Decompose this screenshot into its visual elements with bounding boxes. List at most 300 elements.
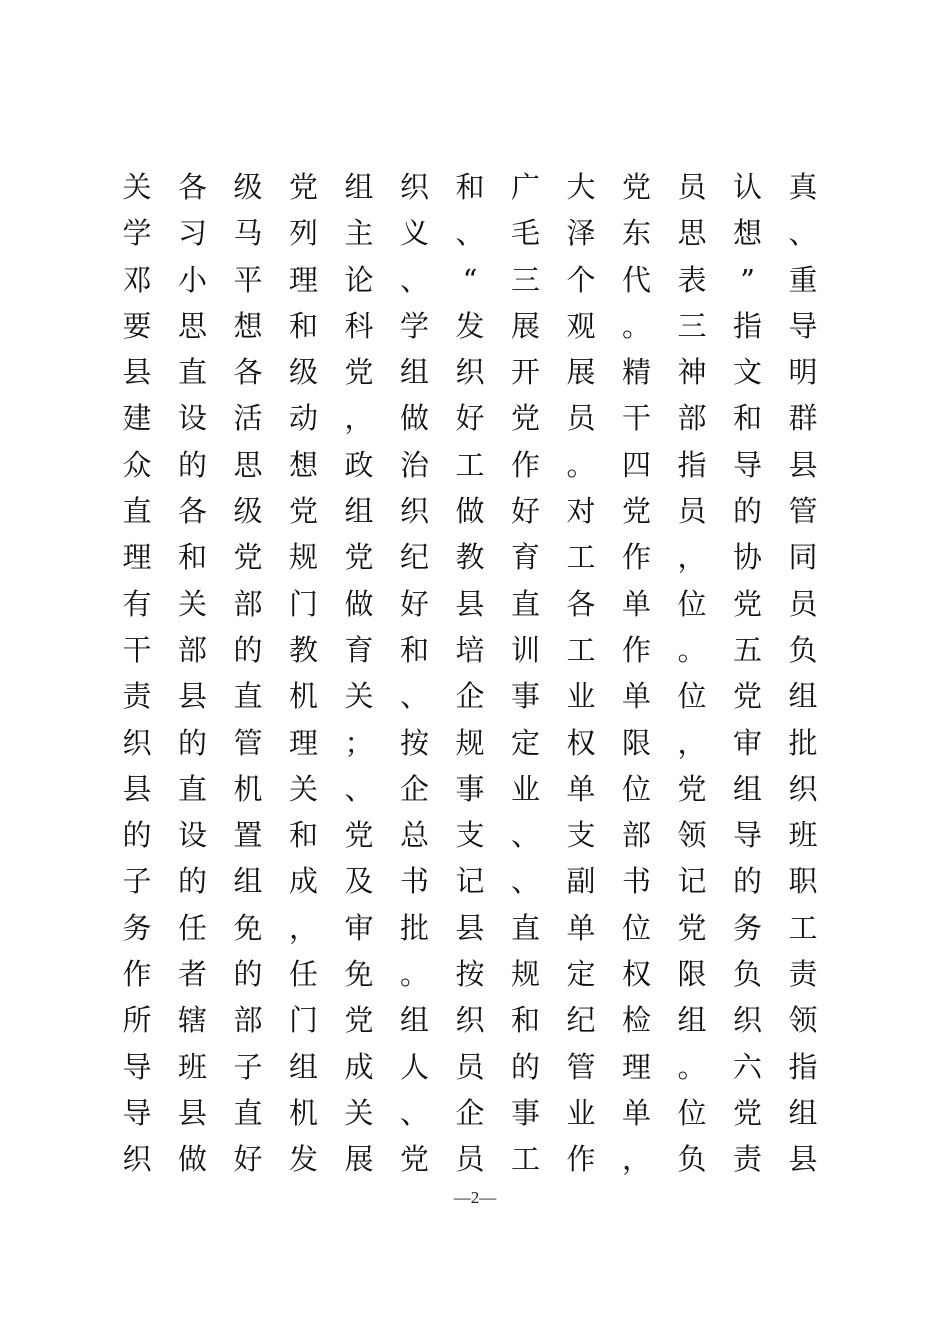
text-line: [110, 997, 830, 1043]
text-char: 事: [510, 679, 540, 714]
text-char: 泽: [566, 216, 596, 251]
text-char: 成: [288, 864, 318, 899]
text-char: 任: [288, 957, 318, 992]
text-char: 做: [399, 401, 429, 436]
text-char: 员: [677, 494, 707, 529]
text-char: 党: [344, 818, 374, 853]
text-char: ，: [677, 725, 707, 760]
text-char: 组: [732, 771, 762, 806]
text-char: 机: [233, 771, 263, 806]
text-char: 领: [677, 818, 707, 853]
text-char: 想: [233, 308, 263, 343]
text-char: 作: [621, 540, 651, 575]
text-char: 党: [344, 355, 374, 390]
text-char: 理: [621, 1049, 651, 1084]
text-char: 的: [177, 447, 207, 482]
text-char: 负: [677, 1142, 707, 1177]
text-char: 党: [288, 170, 318, 204]
text-char: 设: [177, 401, 207, 436]
text-char: 部: [177, 632, 207, 667]
text-char: 企: [455, 1095, 485, 1130]
text-char: 位: [677, 679, 707, 714]
text-char: 机: [288, 1095, 318, 1130]
text-char: 发: [455, 308, 485, 343]
text-char: 业: [510, 771, 540, 806]
text-char: 的: [510, 1049, 540, 1084]
text-line: [110, 257, 830, 303]
text-char: 责: [788, 957, 818, 992]
text-char: 关: [344, 679, 374, 714]
text-char: 责: [122, 679, 152, 714]
text-char: ，: [288, 910, 318, 945]
text-char: 开: [510, 355, 540, 390]
text-char: 织: [122, 1142, 152, 1177]
text-char: 直: [233, 1095, 263, 1130]
text-char: 批: [788, 725, 818, 760]
text-char: 治: [399, 447, 429, 482]
text-char: 党: [344, 1003, 374, 1038]
text-char: 设: [177, 818, 207, 853]
text-char: 作: [122, 957, 152, 992]
text-char: 按: [455, 957, 485, 992]
text-line: [110, 951, 830, 997]
text-char: 织: [455, 355, 485, 390]
text-char: 关: [344, 1095, 374, 1130]
text-char: 组: [788, 1095, 818, 1130]
text-char: 和: [399, 632, 429, 667]
text-char: 和: [288, 818, 318, 853]
text-char: 、: [399, 262, 429, 297]
text-char: 支: [566, 818, 596, 853]
text-char: 主: [344, 216, 374, 251]
text-char: ”: [740, 262, 755, 297]
text-char: 领: [788, 1003, 818, 1038]
text-char: 理: [288, 262, 318, 297]
text-char: 导: [732, 447, 762, 482]
text-char: 业: [566, 679, 596, 714]
text-char: 免: [233, 910, 263, 945]
text-char: 组: [399, 355, 429, 390]
text-char: 毛: [510, 216, 540, 251]
text-char: 导: [788, 308, 818, 343]
text-char: 单: [621, 1095, 651, 1130]
text-char: 学: [122, 216, 152, 251]
text-char: 位: [677, 1095, 707, 1130]
text-char: 级: [288, 355, 318, 390]
text-char: 导: [122, 1049, 152, 1084]
text-char: 机: [288, 679, 318, 714]
text-char: 单: [566, 771, 596, 806]
text-char: 。: [677, 632, 707, 667]
text-char: 真: [788, 170, 818, 204]
text-char: 科: [344, 308, 374, 343]
text-line: [110, 766, 830, 812]
text-char: ，: [344, 401, 374, 436]
text-line: [110, 812, 830, 858]
text-char: 位: [677, 586, 707, 621]
text-char: 织: [732, 1003, 762, 1038]
text-char: 纪: [566, 1003, 596, 1038]
text-char: 展: [566, 355, 596, 390]
text-char: 组: [233, 864, 263, 899]
text-char: 教: [288, 632, 318, 667]
text-line: [110, 720, 830, 766]
text-char: 干: [122, 632, 152, 667]
text-char: 有: [122, 586, 152, 621]
text-char: 限: [621, 725, 651, 760]
text-char: 部: [677, 401, 707, 436]
text-char: 群: [788, 401, 818, 436]
text-char: 限: [677, 957, 707, 992]
text-char: 副: [566, 864, 596, 899]
text-char: ，: [621, 1142, 651, 1177]
text-char: 组: [288, 1049, 318, 1084]
text-line: [110, 858, 830, 904]
text-char: 务: [122, 910, 152, 945]
text-char: 组: [788, 679, 818, 714]
text-char: 培: [455, 632, 485, 667]
text-char: 定: [510, 725, 540, 760]
text-char: 训: [510, 632, 540, 667]
text-char: 部: [621, 818, 651, 853]
text-char: 、: [399, 1095, 429, 1130]
text-char: 直: [122, 494, 152, 529]
text-char: 导: [732, 818, 762, 853]
text-char: 工: [566, 540, 596, 575]
text-char: 免: [344, 957, 374, 992]
text-char: 位: [621, 910, 651, 945]
text-char: 指: [677, 447, 707, 482]
text-char: 思: [233, 447, 263, 482]
text-char: 及: [344, 864, 374, 899]
text-char: 五: [732, 632, 762, 667]
body-text: [110, 164, 830, 1183]
text-char: 员: [455, 1142, 485, 1177]
text-char: 想: [732, 216, 762, 251]
text-char: 众: [122, 447, 152, 482]
text-char: 子: [122, 864, 152, 899]
text-char: 要: [122, 308, 152, 343]
text-char: 责: [732, 1142, 762, 1177]
text-char: 平: [233, 262, 263, 297]
text-line: [110, 1044, 830, 1090]
text-char: 织: [122, 725, 152, 760]
text-char: 子: [233, 1049, 263, 1084]
text-char: 门: [288, 1003, 318, 1038]
text-char: 党: [288, 494, 318, 529]
text-char: 对: [566, 494, 596, 529]
text-char: 各: [566, 586, 596, 621]
text-char: 位: [621, 771, 651, 806]
text-char: 直: [177, 355, 207, 390]
text-char: 认: [732, 170, 762, 204]
text-char: 。: [621, 308, 651, 343]
text-char: 思: [677, 216, 707, 251]
text-char: 单: [621, 679, 651, 714]
text-char: 管: [233, 725, 263, 760]
text-char: 展: [344, 1142, 374, 1177]
text-char: 的: [233, 957, 263, 992]
text-char: 发: [288, 1142, 318, 1177]
text-char: 直: [177, 771, 207, 806]
text-char: 组: [344, 170, 374, 204]
text-char: 动: [288, 401, 318, 436]
text-char: 织: [399, 170, 429, 204]
text-char: 代: [621, 262, 651, 297]
text-char: 置: [233, 818, 263, 853]
text-char: 思: [177, 308, 207, 343]
text-char: 的: [233, 632, 263, 667]
text-char: 辖: [177, 1003, 207, 1038]
text-char: 定: [566, 957, 596, 992]
text-char: 关: [177, 586, 207, 621]
text-char: 和: [288, 308, 318, 343]
text-char: 明: [788, 355, 818, 390]
text-line: [110, 442, 830, 488]
text-char: 级: [233, 170, 263, 204]
text-char: 精: [621, 355, 651, 390]
text-char: 党: [510, 401, 540, 436]
text-char: 。: [566, 447, 596, 482]
text-char: 权: [566, 725, 596, 760]
text-char: 。: [677, 1049, 707, 1084]
text-char: “: [462, 262, 478, 297]
text-char: 和: [510, 1003, 540, 1038]
text-char: 四: [621, 447, 651, 482]
text-char: 纪: [399, 540, 429, 575]
text-char: 。: [399, 957, 429, 992]
text-char: 员: [677, 170, 707, 204]
text-char: 各: [233, 355, 263, 390]
text-char: 务: [732, 910, 762, 945]
text-char: 企: [455, 679, 485, 714]
text-char: 育: [510, 540, 540, 575]
text-char: 县: [177, 679, 207, 714]
text-char: 作: [510, 447, 540, 482]
text-char: 各: [177, 494, 207, 529]
text-char: 作: [566, 1142, 596, 1177]
text-char: 党: [732, 586, 762, 621]
text-char: 书: [621, 864, 651, 899]
text-char: 政: [344, 447, 374, 482]
text-char: 的: [177, 864, 207, 899]
text-char: ；: [344, 725, 374, 760]
text-char: 指: [732, 308, 762, 343]
text-char: 的: [732, 864, 762, 899]
text-char: 业: [566, 1095, 596, 1130]
text-char: 县: [177, 1095, 207, 1130]
text-char: 支: [455, 818, 485, 853]
text-line: [110, 581, 830, 627]
text-char: 员: [566, 401, 596, 436]
text-char: 三: [677, 308, 707, 343]
text-char: 员: [788, 586, 818, 621]
text-char: 广: [510, 170, 540, 204]
text-char: 文: [732, 355, 762, 390]
text-char: 个: [566, 262, 596, 297]
text-char: 好: [233, 1142, 263, 1177]
text-char: 育: [344, 632, 374, 667]
text-char: 想: [288, 447, 318, 482]
text-line: [110, 210, 830, 256]
text-char: 者: [177, 957, 207, 992]
text-char: 县: [455, 586, 485, 621]
text-char: 检: [621, 1003, 651, 1038]
text-char: 县: [455, 910, 485, 945]
text-char: 县: [122, 771, 152, 806]
text-char: 事: [510, 1095, 540, 1130]
text-line: [110, 673, 830, 719]
text-char: 党: [677, 910, 707, 945]
text-char: 干: [621, 401, 651, 436]
text-char: 学: [399, 308, 429, 343]
text-char: 习: [177, 216, 207, 251]
text-char: 直: [510, 586, 540, 621]
text-char: 做: [455, 494, 485, 529]
text-char: 三: [510, 262, 540, 297]
text-line: [110, 1136, 830, 1182]
text-char: 观: [566, 308, 596, 343]
text-line: [110, 534, 830, 580]
text-char: 小: [177, 262, 207, 297]
text-char: 论: [344, 262, 374, 297]
text-char: 做: [344, 586, 374, 621]
text-char: 单: [566, 910, 596, 945]
text-char: 关: [122, 170, 152, 204]
text-char: 列: [288, 216, 318, 251]
text-char: 协: [732, 540, 762, 575]
text-char: 任: [177, 910, 207, 945]
text-char: 六: [732, 1049, 762, 1084]
text-line: [110, 1090, 830, 1136]
text-char: 好: [455, 401, 485, 436]
text-char: 部: [233, 1003, 263, 1038]
text-char: 关: [288, 771, 318, 806]
text-char: 的: [177, 725, 207, 760]
text-char: 部: [233, 586, 263, 621]
text-char: 和: [177, 540, 207, 575]
text-char: 记: [677, 864, 707, 899]
text-char: 、: [788, 216, 818, 251]
text-char: 按: [399, 725, 429, 760]
text-char: 的: [122, 818, 152, 853]
text-char: 和: [732, 401, 762, 436]
text-char: 活: [233, 401, 263, 436]
text-char: 织: [455, 1003, 485, 1038]
text-char: 总: [399, 818, 429, 853]
text-char: 党: [233, 540, 263, 575]
text-char: 东: [621, 216, 651, 251]
text-char: 党: [621, 494, 651, 529]
text-char: 记: [455, 864, 485, 899]
text-char: 建: [122, 401, 152, 436]
text-char: 人: [399, 1049, 429, 1084]
text-char: 教: [455, 540, 485, 575]
text-char: 负: [788, 632, 818, 667]
text-char: 、: [455, 216, 485, 251]
text-line: [110, 905, 830, 951]
text-char: 员: [455, 1049, 485, 1084]
text-line: [110, 303, 830, 349]
text-char: 企: [399, 771, 429, 806]
text-char: 批: [399, 910, 429, 945]
text-line: [110, 488, 830, 534]
text-char: 义: [399, 216, 429, 251]
text-char: 党: [621, 170, 651, 204]
text-line: [110, 349, 830, 395]
text-char: 规: [510, 957, 540, 992]
text-char: 审: [344, 910, 374, 945]
text-char: 县: [122, 355, 152, 390]
text-char: 、: [344, 771, 374, 806]
text-char: 好: [399, 586, 429, 621]
text-line: [110, 164, 830, 210]
text-char: ，: [677, 540, 707, 575]
text-line: [110, 627, 830, 673]
text-char: 党: [732, 679, 762, 714]
text-line: [110, 395, 830, 441]
text-char: 织: [399, 494, 429, 529]
text-char: 负: [732, 957, 762, 992]
text-char: 组: [344, 494, 374, 529]
text-char: 所: [122, 1003, 152, 1038]
text-char: 、: [510, 864, 540, 899]
text-char: 好: [510, 494, 540, 529]
text-char: 规: [288, 540, 318, 575]
text-char: 理: [122, 540, 152, 575]
text-char: 大: [566, 170, 596, 204]
text-char: 表: [677, 262, 707, 297]
text-char: 神: [677, 355, 707, 390]
text-char: 规: [455, 725, 485, 760]
text-char: 重: [788, 262, 818, 297]
text-char: 作: [621, 632, 651, 667]
text-char: 织: [788, 771, 818, 806]
text-char: 书: [399, 864, 429, 899]
text-char: 党: [344, 540, 374, 575]
text-char: 审: [732, 725, 762, 760]
text-char: 班: [788, 818, 818, 853]
text-char: 和: [455, 170, 485, 204]
text-char: 职: [788, 864, 818, 899]
text-char: 展: [510, 308, 540, 343]
text-char: 党: [677, 771, 707, 806]
text-char: 邓: [122, 262, 152, 297]
text-char: 组: [677, 1003, 707, 1038]
text-char: 县: [788, 1142, 818, 1177]
text-char: 、: [399, 679, 429, 714]
text-char: 成: [344, 1049, 374, 1084]
text-char: 组: [399, 1003, 429, 1038]
text-char: 门: [288, 586, 318, 621]
text-char: 导: [122, 1095, 152, 1130]
text-char: 同: [788, 540, 818, 575]
text-char: 级: [233, 494, 263, 529]
text-char: 直: [233, 679, 263, 714]
text-char: 的: [732, 494, 762, 529]
text-char: 工: [510, 1142, 540, 1177]
text-char: 县: [788, 447, 818, 482]
text-char: 工: [788, 910, 818, 945]
text-char: 马: [233, 216, 263, 251]
text-char: 管: [566, 1049, 596, 1084]
text-char: 各: [177, 170, 207, 204]
text-char: 权: [621, 957, 651, 992]
text-char: 班: [177, 1049, 207, 1084]
text-char: 直: [510, 910, 540, 945]
text-char: 指: [788, 1049, 818, 1084]
text-char: 做: [177, 1142, 207, 1177]
